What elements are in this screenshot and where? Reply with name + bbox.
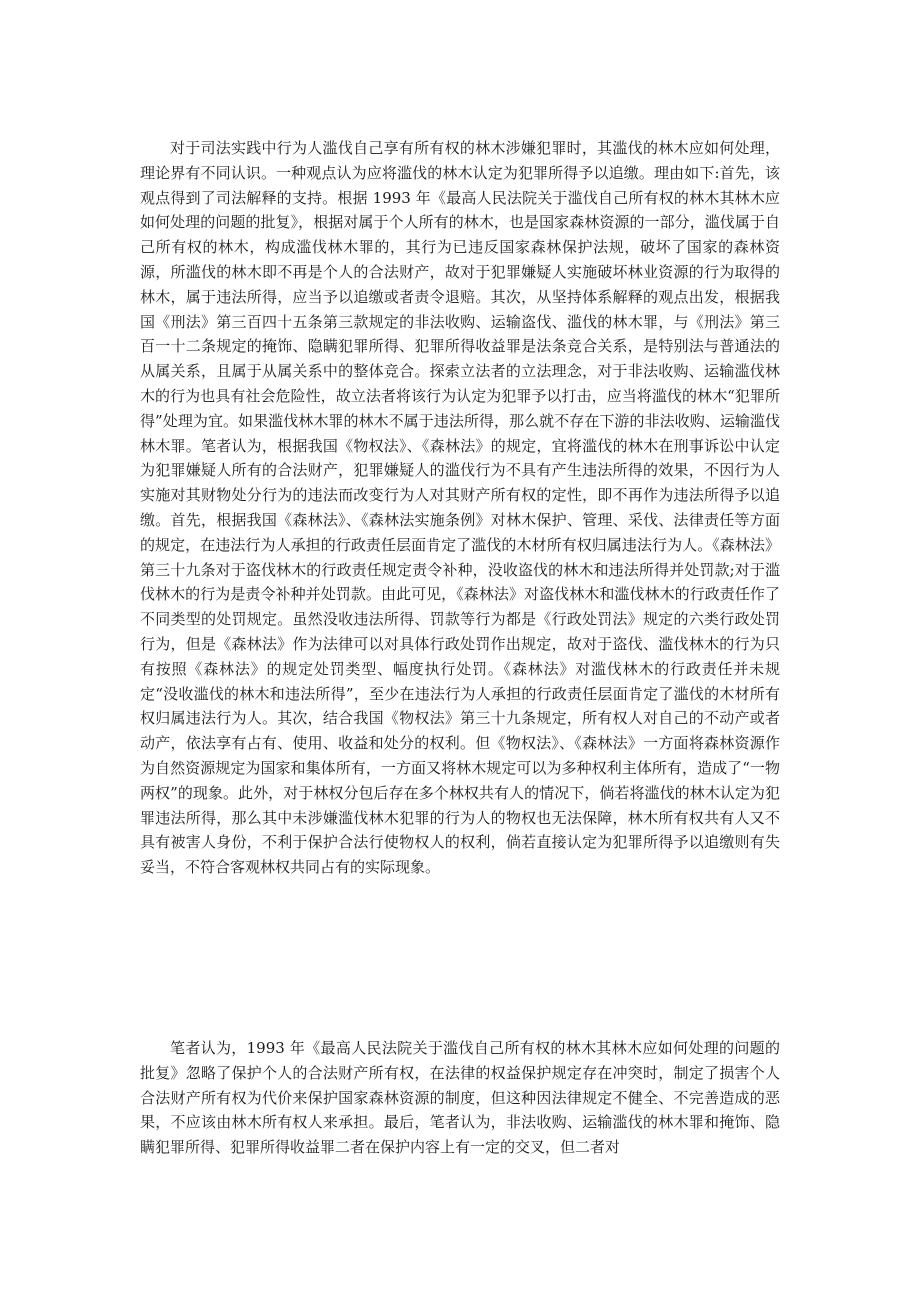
body-paragraph-2: 笔者认为，1993 年《最高人民法院关于滥伐自己所有权的林木其林木应如何处理的问题的批复》忽略了保护个人的合法财产所有权，在法律的权益保护规定存在冲突时，制定了损害个人合法财产所有权为代价来保护国家森林资源的制度，但这种因法律规定不健全、不完善造成的恶果，不应该由林木所有权人来承担。最后，笔者认为，非法收购、运输滥伐的林木罪和掩饰、隐瞒犯罪所得、犯罪所得收益罪二者在保护内容上有一定的交叉，但二者对 (140, 1039, 780, 1157)
body-paragraph-1: 对于司法实践中行为人滥伐自己享有所有权的林木涉嫌犯罪时，其滥伐的林木应如何处理，理论界有不同认识。一种观点认为应将滥伐的林木认定为犯罪所得予以追缴。理由如下:首先，该观点得到了司法解释的支持。根据 1993 年《最高人民法院关于滥伐自己所有权的林木其林木应如何处理的问题的批复》，根据对属于个人所有的林木，也是国家森林资源的一部分，滥伐属于自己所有权的林木，构成滥伐林木罪的，其行为已违反国家森林保护法规，破坏了国家的森林资源，所滥伐的林木即不再是个人的合法财产，故对于犯罪嫌疑人实施破坏林业资源的行为取得的林木，属于违法所得，应当予以追缴或者责令退赔。其次，从坚持体系解释的观点出发，根据我国《刑法》第三百四十五条第三款规定的非法收购、运输盗伐、滥伐的林木罪，与《刑法》第三百一十二条规定的掩饰、隐瞒犯罪所得、犯罪所得收益罪是法条竞合关系，是特别法与普通法的从属关系，且属于从属关系中的整体竞合。探索立法者的立法理念，对于非法收购、运输滥伐林木的行为也具有社会危险性，故立法者将该行为认定为犯罪予以打击，应当将滥伐的林木“犯罪所得”处理为宜。如果滥伐林木罪的林木不属于违法所得，那么就不存在下游的非法收购、运输滥伐林木罪。笔者认为，根据我国《物权法》、《森林法》的规定，宜将滥伐的林木在刑事诉讼中认定为犯罪嫌疑人所有的合法财产，犯罪嫌疑人的滥伐行为不具有产生违法所得的效果，不因行为人实施对其财物处分行为的违法而改变行为人对其财产所有权的定性，即不再作为违法所得予以追缴。首先，根据我国《森林法》、《森林法实施条例》对林木保护、管理、采伐、法律责任等方面的规定，在违法行为人承担的行政责任层面肯定了滥伐的木材所有权归属违法行为人。《森林法》第三十九条对于盗伐林木的行政责任规定责令补种，没收盗伐的林木和违法所得并处罚款;对于滥伐林木的行为是责令补种并处罚款。由此可见，《森林法》对盗伐林木和滥伐林木的行政责任作了不同类型的处罚规定。虽然没收违法所得、罚款等行为都是《行政处罚法》规定的六类行政处罚行为，但是《森林法》作为法律可以对具体行政处罚作出规定，故对于盗伐、滥伐林木的行为只有按照《森林法》的规定处罚类型、幅度执行处罚。《森林法》对滥伐林木的行政责任并未规定“没收滥伐的林木和违法所得”，至少在违法行为人承担的行政责任层面肯定了滥伐的木材所有权归属违法行为人。其次，结合我国《物权法》第三十九条规定，所有权人对自己的不动产或者动产，依法享有占有、使用、收益和处分的权利。但《物权法》、《森林法》一方面将森林资源作为自然资源规定为国家和集体所有，一方面又将林木规定可以为多种权利主体所有，造成了“一物两权”的现象。此外，对于林权分包后存在多个林权共有人的情况下，倘若将滥伐的林木认定为犯罪违法所得，那么其中未涉嫌滥伐林木犯罪的行为人的物权也无法保障，林木所有权共有人又不具有被害人身份，不利于保护合法行使物权人的权利，倘若直接认定为犯罪所得予以追缴则有失妥当，不符合客观林权共同占有的实际现象。 (140, 139, 780, 877)
